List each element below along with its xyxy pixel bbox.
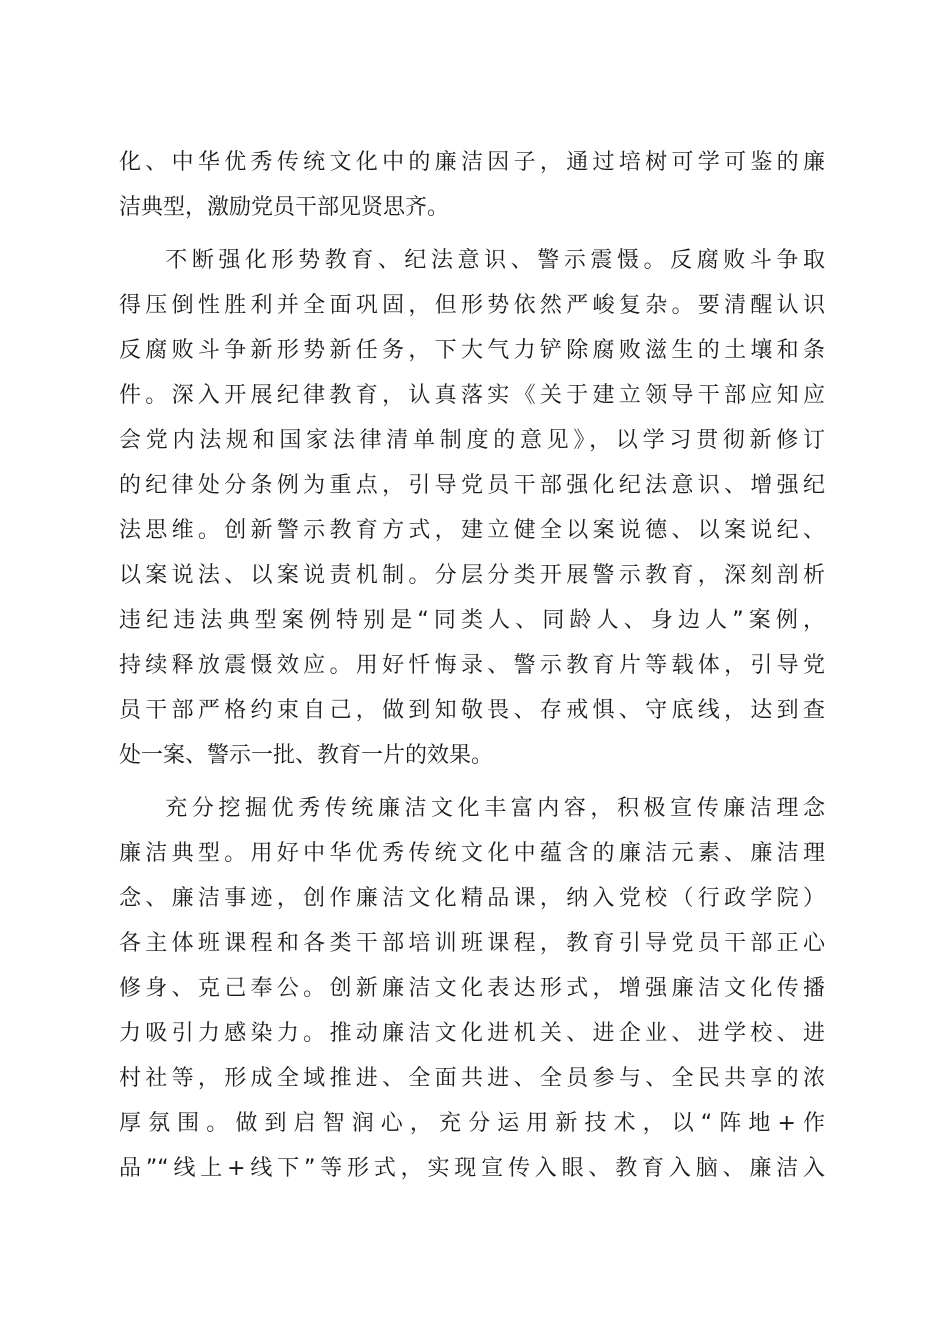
text-line: 持续释放震慑效应。用好忏悔录、警示教育片等载体，引导党 xyxy=(119,653,825,678)
text-line: 法思维。创新警示教育方式，建立健全以案说德、以案说纪、 xyxy=(119,518,825,543)
paragraph xyxy=(119,786,825,1191)
text-line: 廉洁典型。用好中华优秀传统文化中蕴含的廉洁元素、廉洁理 xyxy=(119,841,825,866)
text-line: 处一案、警示一批、教育一片的效果。 xyxy=(119,743,494,768)
text-line: 各主体班课程和各类干部培训班课程，教育引导党员干部正心 xyxy=(119,931,825,956)
text-line: 洁典型，激励党员干部见贤思齐。 xyxy=(119,195,450,220)
text-line: 修身、克己奉公。创新廉洁文化表达形式，增强廉洁文化传播 xyxy=(119,976,825,1001)
body-text xyxy=(119,140,825,1191)
text-line: 以案说法、以案说责机制。分层分类开展警示教育，深刻剖析 xyxy=(119,563,825,588)
text-line: 化、中华优秀传统文化中的廉洁因子，通过培树可学可鉴的廉 xyxy=(119,150,825,175)
text-line: 力吸引力感染力。推动廉洁文化进机关、进企业、进学校、进 xyxy=(119,1021,825,1046)
paragraph xyxy=(119,238,825,778)
paragraph xyxy=(119,140,825,230)
text-line: 的纪律处分条例为重点，引导党员干部强化纪法意识、增强纪 xyxy=(119,473,825,498)
text-line: 员干部严格约束自己，做到知敬畏、存戒惧、守底线，达到查 xyxy=(119,698,825,723)
text-line: 会党内法规和国家法律清单制度的意见》，以学习贯彻新修订 xyxy=(119,428,825,453)
text-line: 厚氛围。做到启智润心，充分运用新技术，以“阵地+作 xyxy=(119,1111,825,1136)
text-line: 充分挖掘优秀传统廉洁文化丰富内容，积极宣传廉洁理念 xyxy=(119,796,825,821)
text-line: 不断强化形势教育、纪法意识、警示震慑。反腐败斗争取 xyxy=(119,248,825,273)
text-line: 件。深入开展纪律教育，认真落实《关于建立领导干部应知应 xyxy=(119,383,825,408)
text-line: 村社等，形成全域推进、全面共进、全员参与、全民共享的浓 xyxy=(119,1066,825,1091)
text-line: 得压倒性胜利并全面巩固，但形势依然严峻复杂。要清醒认识 xyxy=(119,293,825,318)
text-line: 念、廉洁事迹，创作廉洁文化精品课，纳入党校（行政学院） xyxy=(119,886,825,911)
text-line: 违纪违法典型案例特别是“同类人、同龄人、身边人”案例， xyxy=(119,608,825,633)
text-line: 反腐败斗争新形势新任务，下大气力铲除腐败滋生的土壤和条 xyxy=(119,338,825,363)
text-line: 品”“线上+线下”等形式，实现宣传入眼、教育入脑、廉洁入 xyxy=(119,1156,825,1181)
